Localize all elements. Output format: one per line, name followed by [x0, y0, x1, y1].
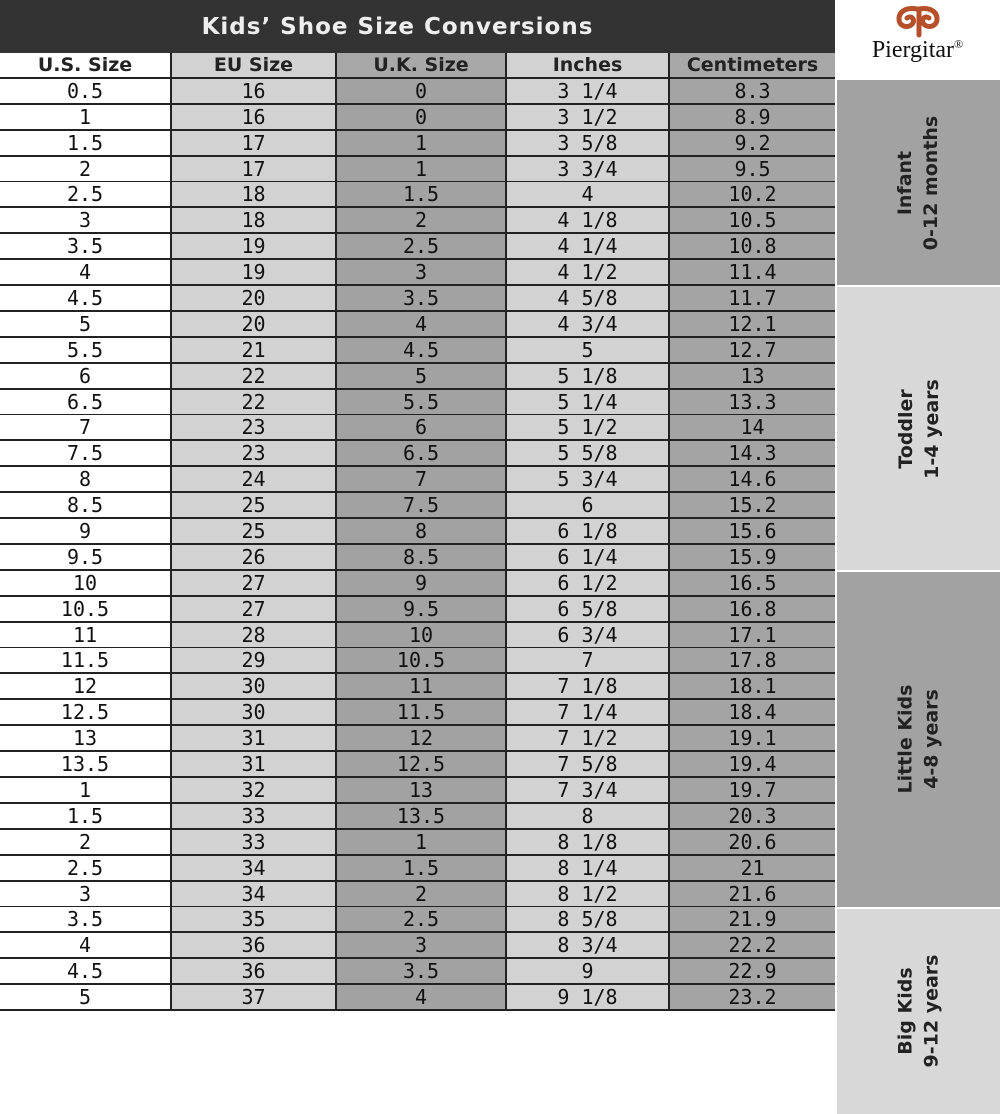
- cell-centimeters: 21: [670, 856, 835, 880]
- cell-inches: 5 1/8: [507, 364, 670, 388]
- age-group-label: [892, 685, 944, 794]
- cell-centimeters: 19.7: [670, 778, 835, 802]
- cell-us-size: 12.5: [0, 700, 172, 724]
- cell-centimeters: 12.1: [670, 312, 835, 336]
- age-group-toddler: [837, 287, 1000, 570]
- cell-us-size: 6: [0, 364, 172, 388]
- registered-mark: ®: [954, 37, 964, 51]
- cell-eu-size: 19: [172, 260, 337, 284]
- cell-us-size: 9.5: [0, 545, 172, 569]
- cell-inches: 8 5/8: [507, 907, 670, 931]
- cell-centimeters: 9.2: [670, 131, 835, 155]
- cell-inches: 6 3/4: [507, 623, 670, 647]
- cell-us-size: 4: [0, 933, 172, 957]
- cell-eu-size: 20: [172, 286, 337, 310]
- table-row: [0, 959, 835, 983]
- cell-inches: 3 5/8: [507, 131, 670, 155]
- cell-inches: 3 3/4: [507, 157, 670, 181]
- cell-centimeters: 13: [670, 364, 835, 388]
- table-row: [0, 234, 835, 258]
- cell-eu-size: 27: [172, 571, 337, 595]
- column-header-inches: Inches: [507, 53, 670, 77]
- cell-inches: 6 1/2: [507, 571, 670, 595]
- table-header-row: [0, 53, 835, 77]
- cell-inches: 5 1/2: [507, 415, 670, 439]
- cell-uk-size: 1: [337, 157, 507, 181]
- column-header-centimeters: Centimeters: [670, 53, 835, 77]
- table-row: [0, 441, 835, 465]
- table-row: [0, 804, 835, 828]
- cell-uk-size: 1.5: [337, 182, 507, 206]
- cell-uk-size: 10.5: [337, 648, 507, 672]
- cell-eu-size: 18: [172, 182, 337, 206]
- cell-uk-size: 13.5: [337, 804, 507, 828]
- cell-us-size: 1.5: [0, 804, 172, 828]
- cell-us-size: 10.5: [0, 597, 172, 621]
- cell-inches: 3 1/4: [507, 79, 670, 103]
- table-row: [0, 856, 835, 880]
- cell-us-size: 6.5: [0, 390, 172, 414]
- cell-centimeters: 21.9: [670, 907, 835, 931]
- table-row: [0, 519, 835, 543]
- cell-inches: 4 5/8: [507, 286, 670, 310]
- cell-uk-size: 0: [337, 105, 507, 129]
- cell-eu-size: 25: [172, 519, 337, 543]
- cell-centimeters: 15.2: [670, 493, 835, 517]
- cell-eu-size: 32: [172, 778, 337, 802]
- table-row: [0, 545, 835, 569]
- column-header-uk-size: U.K. Size: [337, 53, 507, 77]
- cell-inches: 7 1/2: [507, 726, 670, 750]
- cell-us-size: 2.5: [0, 182, 172, 206]
- table-row: [0, 571, 835, 595]
- table-row: [0, 79, 835, 103]
- cell-uk-size: 8: [337, 519, 507, 543]
- table-row: [0, 597, 835, 621]
- cell-uk-size: 1: [337, 830, 507, 854]
- cell-eu-size: 34: [172, 882, 337, 906]
- cell-eu-size: 30: [172, 674, 337, 698]
- age-group-range: 0-12 months: [920, 115, 943, 250]
- cell-inches: 5 1/4: [507, 390, 670, 414]
- cell-inches: 6 5/8: [507, 597, 670, 621]
- table-row: [0, 312, 835, 336]
- age-group-range: 9-12 years: [920, 954, 943, 1068]
- cell-uk-size: 6.5: [337, 441, 507, 465]
- cell-inches: 5: [507, 338, 670, 362]
- cell-eu-size: 23: [172, 415, 337, 439]
- cell-uk-size: 11.5: [337, 700, 507, 724]
- cell-us-size: 4.5: [0, 959, 172, 983]
- table-row: [0, 493, 835, 517]
- age-group-name: Toddler: [894, 388, 917, 469]
- cell-us-size: 13.5: [0, 752, 172, 776]
- cell-us-size: 4: [0, 260, 172, 284]
- cell-centimeters: 12.7: [670, 338, 835, 362]
- cell-eu-size: 22: [172, 364, 337, 388]
- cell-eu-size: 20: [172, 312, 337, 336]
- cell-centimeters: 8.9: [670, 105, 835, 129]
- cell-inches: 7 1/8: [507, 674, 670, 698]
- cell-centimeters: 16.5: [670, 571, 835, 595]
- cell-uk-size: 3.5: [337, 959, 507, 983]
- cell-inches: 8 1/4: [507, 856, 670, 880]
- cell-centimeters: 19.4: [670, 752, 835, 776]
- cell-eu-size: 37: [172, 985, 337, 1009]
- cell-inches: 6: [507, 493, 670, 517]
- cell-us-size: 1.5: [0, 131, 172, 155]
- cell-eu-size: 23: [172, 441, 337, 465]
- cell-uk-size: 7.5: [337, 493, 507, 517]
- table-row: [0, 415, 835, 439]
- column-header-us-size: U.S. Size: [0, 53, 172, 77]
- cell-us-size: 5.5: [0, 338, 172, 362]
- table-row: [0, 467, 835, 491]
- cell-uk-size: 3: [337, 933, 507, 957]
- cell-eu-size: 28: [172, 623, 337, 647]
- cell-inches: 8 1/2: [507, 882, 670, 906]
- cell-centimeters: 21.6: [670, 882, 835, 906]
- cell-uk-size: 11: [337, 674, 507, 698]
- table-row: [0, 752, 835, 776]
- cell-inches: 4 1/2: [507, 260, 670, 284]
- cell-centimeters: 13.3: [670, 390, 835, 414]
- cell-us-size: 2: [0, 830, 172, 854]
- cell-uk-size: 3.5: [337, 286, 507, 310]
- age-group-name: Big Kids: [894, 967, 917, 1056]
- cell-uk-size: 9.5: [337, 597, 507, 621]
- cell-inches: 8 1/8: [507, 830, 670, 854]
- cell-eu-size: 31: [172, 752, 337, 776]
- cell-uk-size: 5: [337, 364, 507, 388]
- cell-us-size: 13: [0, 726, 172, 750]
- cell-uk-size: 4.5: [337, 338, 507, 362]
- age-group-label: [893, 379, 945, 479]
- table-row: [0, 390, 835, 414]
- cell-us-size: 5: [0, 312, 172, 336]
- table-row: [0, 338, 835, 362]
- cell-uk-size: 10: [337, 623, 507, 647]
- cell-uk-size: 2: [337, 882, 507, 906]
- cell-inches: 8 3/4: [507, 933, 670, 957]
- cell-eu-size: 25: [172, 493, 337, 517]
- cell-centimeters: 17.1: [670, 623, 835, 647]
- table-row: [0, 208, 835, 232]
- cell-eu-size: 24: [172, 467, 337, 491]
- age-group-name: Little Kids: [894, 684, 917, 794]
- cell-uk-size: 0: [337, 79, 507, 103]
- table-row: [0, 907, 835, 931]
- cell-inches: 7 3/4: [507, 778, 670, 802]
- logo-mark-icon: [893, 5, 943, 39]
- cell-centimeters: 15.9: [670, 545, 835, 569]
- cell-inches: 3 1/2: [507, 105, 670, 129]
- cell-eu-size: 16: [172, 79, 337, 103]
- cell-centimeters: 11.7: [670, 286, 835, 310]
- cell-us-size: 8: [0, 467, 172, 491]
- cell-us-size: 8.5: [0, 493, 172, 517]
- table-row: [0, 700, 835, 724]
- table-row: [0, 985, 835, 1009]
- table-row: [0, 830, 835, 854]
- cell-us-size: 2.5: [0, 856, 172, 880]
- cell-us-size: 0.5: [0, 79, 172, 103]
- cell-us-size: 7.5: [0, 441, 172, 465]
- cell-eu-size: 21: [172, 338, 337, 362]
- cell-eu-size: 33: [172, 830, 337, 854]
- cell-us-size: 4.5: [0, 286, 172, 310]
- cell-inches: 4: [507, 182, 670, 206]
- cell-inches: 4 1/8: [507, 208, 670, 232]
- cell-eu-size: 27: [172, 597, 337, 621]
- cell-centimeters: 17.8: [670, 648, 835, 672]
- cell-inches: 4 1/4: [507, 234, 670, 258]
- table-row: [0, 778, 835, 802]
- table-row: [0, 726, 835, 750]
- cell-centimeters: 11.4: [670, 260, 835, 284]
- table-row: [0, 182, 835, 206]
- cell-eu-size: 36: [172, 933, 337, 957]
- cell-centimeters: 14: [670, 415, 835, 439]
- cell-eu-size: 31: [172, 726, 337, 750]
- age-group-range: 4-8 years: [920, 689, 943, 790]
- cell-centimeters: 9.5: [670, 157, 835, 181]
- table-row: [0, 105, 835, 129]
- brand-logo: [835, 0, 1000, 78]
- age-group-label: [893, 955, 945, 1068]
- cell-uk-size: 8.5: [337, 545, 507, 569]
- cell-centimeters: 22.9: [670, 959, 835, 983]
- table-row: [0, 882, 835, 906]
- cell-eu-size: 18: [172, 208, 337, 232]
- cell-eu-size: 22: [172, 390, 337, 414]
- cell-uk-size: 5.5: [337, 390, 507, 414]
- cell-centimeters: 10.2: [670, 182, 835, 206]
- cell-uk-size: 13: [337, 778, 507, 802]
- cell-inches: 7 1/4: [507, 700, 670, 724]
- age-group-range: 1-4 years: [920, 378, 943, 479]
- cell-uk-size: 2: [337, 208, 507, 232]
- cell-inches: 8: [507, 804, 670, 828]
- cell-us-size: 3.5: [0, 234, 172, 258]
- cell-uk-size: 9: [337, 571, 507, 595]
- cell-uk-size: 4: [337, 312, 507, 336]
- cell-inches: 6 1/4: [507, 545, 670, 569]
- cell-inches: 9 1/8: [507, 985, 670, 1009]
- cell-inches: 6 1/8: [507, 519, 670, 543]
- cell-us-size: 11.5: [0, 648, 172, 672]
- cell-centimeters: 15.6: [670, 519, 835, 543]
- logo-text: Piergitar: [871, 37, 955, 63]
- cell-us-size: 3: [0, 208, 172, 232]
- age-group-infant: [837, 80, 1000, 285]
- cell-us-size: 3: [0, 882, 172, 906]
- cell-us-size: 12: [0, 674, 172, 698]
- table-row: [0, 933, 835, 957]
- cell-eu-size: 36: [172, 959, 337, 983]
- table-row: [0, 623, 835, 647]
- cell-inches: 7 5/8: [507, 752, 670, 776]
- cell-eu-size: 34: [172, 856, 337, 880]
- age-group-big-kids: [837, 909, 1000, 1114]
- cell-eu-size: 16: [172, 105, 337, 129]
- table-row: [0, 648, 835, 672]
- cell-eu-size: 30: [172, 700, 337, 724]
- cell-uk-size: 3: [337, 260, 507, 284]
- cell-uk-size: 7: [337, 467, 507, 491]
- cell-eu-size: 17: [172, 157, 337, 181]
- cell-centimeters: 8.3: [670, 79, 835, 103]
- cell-us-size: 10: [0, 571, 172, 595]
- cell-centimeters: 18.1: [670, 674, 835, 698]
- cell-uk-size: 6: [337, 415, 507, 439]
- cell-centimeters: 10.5: [670, 208, 835, 232]
- table-row: [0, 286, 835, 310]
- cell-eu-size: 35: [172, 907, 337, 931]
- cell-us-size: 2: [0, 157, 172, 181]
- cell-centimeters: 18.4: [670, 700, 835, 724]
- cell-uk-size: 1: [337, 131, 507, 155]
- age-group-column: [835, 79, 1000, 1068]
- cell-uk-size: 12: [337, 726, 507, 750]
- age-group-name: Infant: [894, 150, 917, 215]
- table-row: [0, 364, 835, 388]
- table-row: [0, 157, 835, 181]
- cell-centimeters: 20.6: [670, 830, 835, 854]
- age-group-label: [893, 115, 945, 249]
- cell-centimeters: 14.3: [670, 441, 835, 465]
- cell-uk-size: 2.5: [337, 234, 507, 258]
- cell-uk-size: 1.5: [337, 856, 507, 880]
- cell-centimeters: 14.6: [670, 467, 835, 491]
- table-row: [0, 260, 835, 284]
- page-title: Kids’ Shoe Size Conversions: [0, 0, 835, 53]
- cell-uk-size: 4: [337, 985, 507, 1009]
- cell-uk-size: 2.5: [337, 907, 507, 931]
- cell-us-size: 5: [0, 985, 172, 1009]
- cell-inches: 9: [507, 959, 670, 983]
- size-conversion-table: [0, 53, 835, 1011]
- cell-centimeters: 16.8: [670, 597, 835, 621]
- cell-centimeters: 22.2: [670, 933, 835, 957]
- cell-us-size: 3.5: [0, 907, 172, 931]
- cell-eu-size: 17: [172, 131, 337, 155]
- cell-us-size: 1: [0, 105, 172, 129]
- cell-inches: 5 3/4: [507, 467, 670, 491]
- table-row: [0, 131, 835, 155]
- cell-centimeters: 23.2: [670, 985, 835, 1009]
- cell-us-size: 9: [0, 519, 172, 543]
- cell-eu-size: 33: [172, 804, 337, 828]
- cell-eu-size: 26: [172, 545, 337, 569]
- cell-inches: 5 5/8: [507, 441, 670, 465]
- cell-inches: 4 3/4: [507, 312, 670, 336]
- cell-eu-size: 29: [172, 648, 337, 672]
- cell-centimeters: 19.1: [670, 726, 835, 750]
- cell-centimeters: 20.3: [670, 804, 835, 828]
- cell-eu-size: 19: [172, 234, 337, 258]
- cell-inches: 7: [507, 648, 670, 672]
- cell-us-size: 7: [0, 415, 172, 439]
- table-row: [0, 674, 835, 698]
- column-header-eu-size: EU Size: [172, 53, 337, 77]
- cell-uk-size: 12.5: [337, 752, 507, 776]
- cell-us-size: 1: [0, 778, 172, 802]
- cell-centimeters: 10.8: [670, 234, 835, 258]
- cell-us-size: 11: [0, 623, 172, 647]
- age-group-little-kids: [837, 572, 1000, 907]
- table-body: [0, 79, 835, 1009]
